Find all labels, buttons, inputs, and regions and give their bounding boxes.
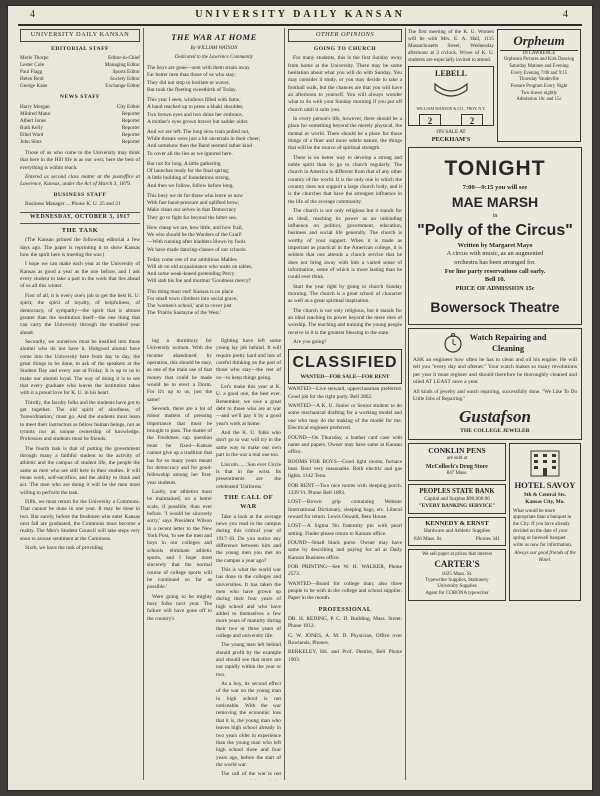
staff-row (20, 104, 140, 111)
call-of-war-paragraph: As a boy, its second effect of the war on the young man in high school is not noticeable. With the war removing the economic loss that it is, the young man who leaves high school already in two years older in experience than the young man who left high school three and four years ago, before the start of the world war. (216, 681, 281, 768)
kennedy-phone: Phones 341 (475, 535, 500, 542)
staff-role: Reporter (121, 125, 140, 132)
top-ads-row (408, 29, 582, 145)
savoy-title: HOTEL SAVOY (514, 480, 576, 491)
opinion-paragraph: The church is not only religious, but it stands for an ideal reaching its power beyond the mere rites of worship. The teaching and training the young people receive in it is the greatest blessing to the state. (288, 307, 402, 336)
continued-paragraph: fighting have left some young lay job behind. It will require pretty hard and lots of careful thinking on the part of those who stay—the rest of us—to keep things going. (216, 338, 281, 381)
classified-item: WANTED—A K. U. Junior or Senior student to do some mechanical drafting for a working model and one who may do the making of the model for me. Electrical engineer preferred. (288, 403, 402, 432)
professional-item: DR. H. REDING, P. C. D. Building, Mass. Street. Phone 1012. (288, 615, 402, 630)
kennedy-sub: Hardware and Athletic Supplies (423, 528, 491, 535)
poem-line: The 'Prairie Santayne of the West.' (147, 310, 222, 317)
poem-byline: By WILLIAM WATSON (190, 45, 238, 51)
carters-line: Agent for CORONA typewriter (425, 591, 489, 597)
call-of-war-paragraph: The call of the war is not (221, 771, 281, 778)
page-number-left: 4 (30, 9, 37, 20)
bottom-left-stack (408, 443, 506, 604)
poem-note: Dedicated to the Lawrence Community (174, 55, 254, 61)
poem-stanza (147, 129, 281, 158)
poem-line: A hand reached up to press a khaki shoulder, (147, 104, 244, 111)
poem-line: Will sit on old acquaintance who waits on tables, (147, 264, 253, 270)
savoy-text: What would be more appropriate than a banquet in the City. If you have already decided on the date of your spring or farewell banquet write us now for information. (513, 508, 573, 548)
poem-line: This thing must end! Kansas is no place (147, 288, 234, 295)
poem-line: A little building of foundations strong, (147, 175, 230, 182)
poem-line: Make clean our selves in that Democracy (147, 207, 237, 214)
column-poem (147, 29, 281, 320)
opinion-paragraph: In every person's life, however, there should be a place for something beyond the merely physical, the mental or world. There should be a place for those things of a finer and more subtle nature, the things that will be the source of spiritual strength. (288, 116, 402, 152)
tonight-heading: TONIGHT (444, 157, 546, 181)
orpheum-line: Two shows nightly (520, 90, 558, 96)
nameplate: UNIVERSITY DAILY KANSAN (20, 29, 140, 42)
bank-capital: Capital and Surplus $90,000.00 (424, 496, 490, 503)
dateline: WEDNESDAY, OCTOBER 3, 1917 (20, 212, 140, 224)
conklin-store: McColloch's Drug Store (426, 463, 488, 470)
column-continued (147, 338, 281, 780)
orpheum-sub: IN LAWRENCE (522, 50, 556, 56)
staff-role: Managing Editor (104, 62, 140, 69)
classified-item: ROOMS FOR BOYS—Good light rooms, furnace heat. Rent very reasonable. Both electric and gas lights. 1142 Tenn. (288, 458, 402, 480)
continued-paragraph: Were going to be mighty busy folks next year. The failure will have gone off to the country's (147, 593, 212, 622)
staff-name: Merle Thorpe (20, 55, 49, 62)
poem-line: This year I seen, windows filled with fame, (147, 97, 241, 104)
call-of-war-paragraph: The young men left behind should profit by the example and should see that more are not rapidly within the year or two. (216, 642, 281, 678)
staff-name: Ruth Kelly (20, 125, 43, 132)
staff-name: Ethel Ward (20, 132, 44, 139)
classified-listings (288, 386, 402, 602)
staff-role: Reporter (121, 139, 140, 146)
poem-line: We who should be the Warders of the Grail! (147, 232, 242, 239)
opinion-question: Are you going? (293, 339, 327, 346)
staff-name: George Kane (20, 83, 48, 90)
masthead (8, 9, 592, 23)
conklin-title: CONKLIN PENS (428, 445, 486, 455)
call-of-war-paragraph: Take a look at the average news you read in the campus during this critical year of 1917-18. Do you notice any difference between him and the young men you met on the campus a year ago? (216, 513, 281, 564)
poem-stanza (147, 289, 281, 318)
orpheum-line: Saturday Matinee and Evening (509, 63, 569, 69)
conklin-sub: are sold at (446, 456, 468, 462)
classified-item: FOUND—On Thursday, a leather card case with name and papers. Owner may have same at Kansan office. (288, 434, 402, 456)
orpheum-line: Admission 10c and 15c (516, 97, 562, 103)
lebell-price-2: 2 (461, 114, 483, 126)
opinion-body (288, 55, 402, 346)
intro-text: Those of us who come to the University may think that here in the Hill life is as our own; here the best of everything is within reach. (20, 150, 140, 171)
article-body (20, 237, 140, 552)
gustafson-ad (408, 328, 582, 440)
column-rule (284, 28, 285, 780)
staff-row (20, 111, 140, 118)
column-opinions (288, 29, 402, 780)
poem-line: Today come one of our ambitious Mables (147, 256, 237, 263)
classified-item: FOR PRINTING—See W. H. WALKER, Phone 2573. (288, 564, 402, 578)
staff-row (20, 76, 140, 83)
lebell-maker: WILLIAM MANSON & CO., TROY, N.Y. (416, 105, 486, 111)
article-paragraph: I hope we can make each year at the University of Kansas as good a year as the one before, and I ask every student to take a part in the work that lies ahead of us all this winter. (20, 261, 140, 290)
poem-stanza (147, 225, 281, 254)
jeweler-name: Gustafson (459, 407, 531, 427)
poem-stanzas (147, 65, 281, 320)
staff-row (20, 62, 140, 69)
staff-row (20, 69, 140, 76)
staff-role: City Editor (116, 103, 140, 110)
opinion-paragraph: Start the year right by going to church Sunday morning. The church is a great school of character as well as a great spiritual inspiration. (288, 283, 402, 305)
poem-line: While threats were just a bit uncertain in their cheer; (147, 136, 261, 143)
watch-text: ASK an engineer how often he has to clean and oil his engine. He will tell you "every day and oftener." Your watch makes so many revolutions per year it must register and should therefore be thoroughly cleaned and oiled AT LEAST once a year. (413, 356, 577, 386)
classified-item: FOR RENT—Two nice rooms with sleeping porch. 1339 Vt. Phone Bell 1893. (288, 482, 402, 496)
orpheum-schedule (500, 57, 578, 104)
poem-line: The 'women's school,' and to cover just (147, 303, 232, 310)
staff-role: Reporter (121, 132, 140, 139)
poem-stanza (147, 161, 281, 190)
conklin-address: 847 Mass. (446, 471, 468, 477)
editorial-staff-label: EDITORIAL STAFF (51, 45, 109, 52)
article-paragraph: Secondly, we ourselves must be instilled into those alumni who do not have it. Hobgood alumni have come into the University here from day to day, the great things to be done, to ask of the speakers at the Student Day and every one at Friday. It is up to us to make our alumni loyal. The way of doing it is to see that every graduate who leaves the institution takes with it a proud love for K. U. in his heart. (20, 338, 140, 397)
column-rule (143, 28, 144, 780)
carters-intro: We sell paper at prices that interest (422, 551, 492, 557)
poem-line: And somehow then the Band seemed rather kind (147, 143, 252, 150)
film-desc-3: For line party reservations call early. (444, 267, 546, 275)
poem-stanza (147, 193, 281, 222)
film-desc-1: A circus with music, as an augmented (446, 250, 544, 258)
carters-name: CARTER'S (434, 559, 480, 570)
page-number-right: 4 (563, 9, 570, 20)
lebell-price-1: 2 (419, 114, 441, 126)
call-of-war-title: THE CALL OF WAR (223, 493, 274, 510)
poem-line: We have made dancing-classes of our schools. (147, 246, 248, 253)
continued-paragraph: Lastly, our athletics must be maintained, on a better scale, if possible, than ever before. 'I would be sincerely sorry,' says President Wilson in a recent letter to the New York Post, 'to see the men and boys in our colleges and schools eliminate athletic sports, and I hope most sincerely that the normal course of college sports will be continued so far as possible.' (147, 488, 212, 591)
left-stack (408, 29, 494, 145)
collar-icon (431, 80, 471, 102)
lebell-store: PECKHAM'S (431, 136, 471, 144)
poem-line: Far better men than those of us who stay; (147, 72, 236, 79)
poem-line: But not for long. A little gathering (147, 160, 221, 167)
poem-stanza (147, 257, 281, 286)
theatre-name: Bowersock Theatre (430, 298, 560, 315)
savoy-footer: Always our good friends of the Hotel. (514, 551, 576, 564)
classified-title: CLASSIFIED (292, 354, 398, 372)
orpheum-line: Feature Program Every Night (510, 84, 568, 89)
savoy-city: Kansas City, Mo. (525, 499, 565, 506)
article-paragraph: Sixth, we have the task of providing (25, 545, 104, 552)
opinion-paragraph: There is no better way to develop a strong and noble spirit than to go to church regularly. The church in America is different from that of any other country of the world. It is the only one in which the country does not support a large church body, and it is the churches that have the strongest influence in the life of the average community. (288, 154, 402, 205)
classified-item: FOUND—Small black purse. Owner may have same by describing and paying for ad at Daily Kansan Business office. (288, 539, 402, 561)
article-paragraph: (The Kansan printed the following editorial a few days ago. The paper is reprinting it to show Kansas how the spirit here is meeting the war.) (20, 237, 140, 259)
professional-item: BERKELEY, Hd. and Prof. Dentist, Bell Phone 1903. (288, 649, 402, 663)
classified-item: LOST—A Sigma Nu fraternity pin with pearl setting. Finder please return to Kansan office. (288, 523, 402, 537)
carters-line: Typewriter Supplies, Stationery (425, 577, 489, 583)
article-paragraph: Thirdly, the faculty folks and the students have got to get together. The old spirit of aloofness, of 'foreordination,' must go. And the students must learn to meet their instructors as fellow human beings, not as tyrants nor as unique ownership of knowledge. Professors and students must be friends. (20, 399, 140, 443)
hotel-building-icon (525, 447, 565, 477)
staff-row (20, 118, 140, 125)
jeweler-sub: THE COLLEGE JEWELER (460, 428, 530, 435)
continued-paragraph: Seventh, there are a lot of minor matters of pressing importance that must be brought to pass. The matter of the Freshmen cap question must be fixed—Kansas cannot give up a tradition that has for so many years meant for democracy and for good-fellowship among her first-year students. (147, 406, 212, 486)
staff-name: John Sims (20, 139, 42, 146)
opinion-paragraph: For many students, this is the first Sunday away from home at the University. There may be some hesitation about what you will do with Sunday. You may consider it study, or you may decide to take a football walk, but the chances are that you will have an afternoon to yourself. You will always wonder what to do with your Sunday morning if you put off church until it suits you. (288, 55, 402, 113)
article-paragraph: First of all, it is every one's job to get the best K. U. spirit; the spirit of loyalty, of helpfulness, of democracy, of sympathy—the spirit that is almost greater than the institution itself—the one thing that can carry the University through the troubled year ahead. (20, 292, 140, 336)
poem-line: With fast hand-pressure and uplifted brow; (147, 200, 240, 207)
editorial-staff-list (20, 55, 140, 90)
staff-row (20, 83, 140, 90)
staff-role: Editor-in-Chief (108, 55, 140, 62)
postal-notice: Entered as second class matter at the postoffice at Lawrence, Kansas, under the Act of March 3, 1879. (20, 174, 140, 188)
classified-item: LOST—Brown grip containing Webster International Dictionary, sleeping bags, etc. Liberal reward for return. Lewis Oswald, Beta House. (288, 499, 402, 520)
lebell-collar-ad (408, 66, 494, 126)
admission-price: PRICE OF ADMISSION 15c (455, 285, 535, 293)
poem-line: This busy we do for those who leave us now (147, 192, 243, 199)
savoy-address: 9th & Central Sts. (524, 491, 566, 498)
bottom-ads-row (408, 443, 582, 604)
poem-line: They go to fight for beyond the bitter sea. (147, 214, 237, 221)
professional-item: G. W. JONES, A. M. D. Physician, Office over Rowlands, Phones. (288, 632, 402, 646)
news-staff-label: NEWS STAFF (59, 94, 101, 101)
poem-line: How cheap we are, how little, and how frail, (147, 224, 243, 231)
continued-paragraphs (147, 338, 281, 780)
continued-right (216, 338, 281, 780)
staff-row (20, 55, 140, 62)
carters-line: University Supplies (437, 584, 477, 590)
business-line: Business Manager ... Phone K. U. 25 and 21 (25, 201, 121, 208)
film-title: "Polly of the Circus" (417, 221, 573, 239)
classified-item: WANTED—Live steward, upperclassman preferred. Good job for the right party. Bell 2862. (288, 386, 402, 400)
business-staff-label: BUSINESS STAFF (53, 191, 107, 198)
staff-role: Society Editor (110, 76, 140, 83)
opinion-title: GOING TO CHURCH (313, 45, 377, 52)
pocket-watch-icon (442, 332, 464, 354)
orpheum-line: Every Evening 7:00 and 9:15 (510, 70, 568, 76)
in-label: in (492, 212, 498, 219)
kennedy-address: 826 Mass. St. (414, 535, 443, 542)
newspaper-page (8, 6, 592, 790)
column-editorial (20, 29, 140, 780)
poem-line: For small town climbers into social grace, (147, 295, 238, 302)
staff-name: Albert Jones (20, 118, 47, 124)
bank-title: PEOPLES STATE BANK (419, 487, 495, 495)
poem-line: The boys are gone—sent with them strain away (147, 65, 250, 72)
orpheum-line: Thursday Vaudeville (519, 77, 559, 83)
orpheum-line: Orpheum Pictures and Kirk Dancing (503, 57, 575, 63)
staff-role: Reporter (121, 110, 140, 117)
article-headline: THE TASK (61, 226, 99, 234)
poem-line: They did not stop to hesitate or waver, (147, 79, 230, 86)
continued-paragraph: Let's make this year at K. U. a good one, the best ever. Remember, we owe a great debt to those who are at war—and we'll pay it by a good year's work at home. (216, 384, 281, 427)
poem-line: But took the fleeting sweetbirth of Today. (147, 86, 237, 93)
staff-row (20, 132, 140, 139)
kennedy-ernst-ad (408, 517, 506, 546)
professional-label: PROFESSIONAL (318, 606, 372, 613)
continued-paragraph: ing a dormitory for University women. With the income abandoned by operation, this should be easy, as one of the main use of that money that could be made would be to erect a Dorm. For it's up to us, just the same! (147, 338, 212, 403)
staff-name: Paul Flagg (20, 69, 43, 76)
continued-left (147, 338, 212, 780)
kennedy-title: KENNEDY & ERNST (425, 519, 489, 527)
bell-phone: Bell 10. (484, 276, 506, 284)
bowersock-ad (408, 147, 582, 325)
poem-stanza (147, 65, 281, 94)
staff-name: Harry Morgan (20, 103, 50, 110)
conklin-ad (408, 443, 506, 481)
poem-line: Of launches ready for the final spring; (147, 168, 230, 175)
bank-slogan: "EVERY BANKING SERVICE" (418, 503, 496, 510)
opinion-paragraph: The church is not only religious but it stands for an ideal, reaching its power as an unbinding influence on politics, government, education, business and social life generally. The church is worthy of your support. When it is made as important as practical in the American college, it is seldom that one attends a church service that he does not bring away with him a varied sense of information, some of which is more lasting than he could ever think. (288, 208, 402, 281)
other-opinions-heading: OTHER OPINIONS (288, 29, 402, 42)
poem-line: —With running after bladders blown by fools (147, 239, 246, 246)
lebell-sale-label: ON SALE AT (436, 129, 466, 136)
masthead-rule (18, 24, 582, 26)
classified-subtitle: WANTED—FOR SALE—FOR RENT (300, 374, 390, 381)
staff-name: Mildred Mann (20, 110, 51, 117)
column-ads (408, 29, 582, 780)
staff-name: Helen Reid (20, 76, 44, 83)
bank-ad (408, 484, 506, 514)
staff-role: Reporter (121, 118, 140, 124)
professional-listings (288, 616, 402, 664)
poem-line: A mother's eyes grown braver but sadder older. (147, 118, 249, 125)
poem-line: To cover all the lies as we ignored here. (147, 150, 233, 157)
poem-line: Two brown eyes and two shine her embrace, (147, 111, 244, 118)
staff-role: Sports Editor (112, 69, 140, 76)
article-paragraph: Fifth, we must return for the University a Commons. That cannot be done in one year. It may be done in two. But surely, before the freshmen who enter Kansas next fall are graduated, the Commons must become a reality. The Men's Student Council will take steps very soon to arouse sentiment at the Commons. (20, 499, 140, 542)
orpheum-name: Orpheum (500, 32, 578, 51)
poem-line: Will stab his foe and murmur 'Goodness mercy!' (147, 278, 252, 285)
star-name: MAE MARSH (451, 193, 539, 210)
article-paragraph: The fourth task is that of putting the government through many a faithful student to the activity of athletic and the campus of student life, the people the same as men who are still here in their studies. It will mean work, self-sacrifice, and the ability to think and act. The men who are doing it will be the men most willing to perform the task. (20, 445, 140, 496)
staff-row (20, 125, 140, 132)
news-staff-list (20, 104, 140, 146)
poem-line: And some weak-kneed pretending Percy (147, 271, 235, 278)
continued-paragraph: And the K. U. folks who don't go to war will try in the same way to make our own part in the war a real one too. (216, 430, 281, 459)
staff-row (20, 139, 140, 146)
poem-title: THE WAR AT HOME (171, 32, 257, 42)
staff-name: Lester Cole (20, 62, 45, 69)
writer-credit: Written by Margaret Mayo (457, 241, 533, 249)
poem-line: And we are left. The long slow train pulled out, (147, 129, 250, 136)
women-meeting-notice: The first meeting of the K. U. Women will be with Mrs. E. A. Hall, 1115 Massachusetts Street, Wednesday afternoon at 3 o'clock. Wives of K. U. students are especially invited to attend. (408, 29, 494, 64)
film-desc-2: orchestra has been arranged for. (454, 258, 536, 266)
hotel-savoy-ad (509, 443, 581, 601)
poem-stanza (147, 97, 281, 126)
column-rule (405, 28, 406, 780)
masthead-title: UNIVERSITY DAILY KANSAN (195, 9, 405, 20)
carters-ad (408, 549, 506, 601)
call-of-war-paragraph: This is what the world war has done to the colleges and universities. It has taken the men who have grown up during their four years of high school and who have added to themselves a few more years of maturity during their two or three years of college and university life. (216, 566, 281, 640)
classified-box (288, 349, 402, 384)
watch-text-2: All kinds of jewelry and watch repairing, successfully done. "We Like To Do Little Jobs of Repairing." (413, 388, 577, 403)
classified-item: WANTED—Board for college man; also three people to be with in the college and school supplier. Paper in the month. (288, 580, 402, 602)
watch-title: Watch Repairing and Cleaning (469, 332, 547, 354)
carters-address: 1025 Mass. St. (441, 570, 473, 577)
staff-role: Exchange Editor (105, 83, 140, 90)
continued-paragraph: Lincoln ..... Son ever Circle is that in the wrist. Its presentments are the celebrated 'Uniforms.' (216, 461, 281, 490)
poem-line: And then we follow, follow before long. (147, 182, 234, 189)
carters-lines (411, 578, 503, 598)
show-times: 7:00—9:15 you will see (462, 183, 528, 191)
orpheum-ad (497, 29, 581, 142)
lebell-brand: LEBELL (434, 69, 467, 79)
